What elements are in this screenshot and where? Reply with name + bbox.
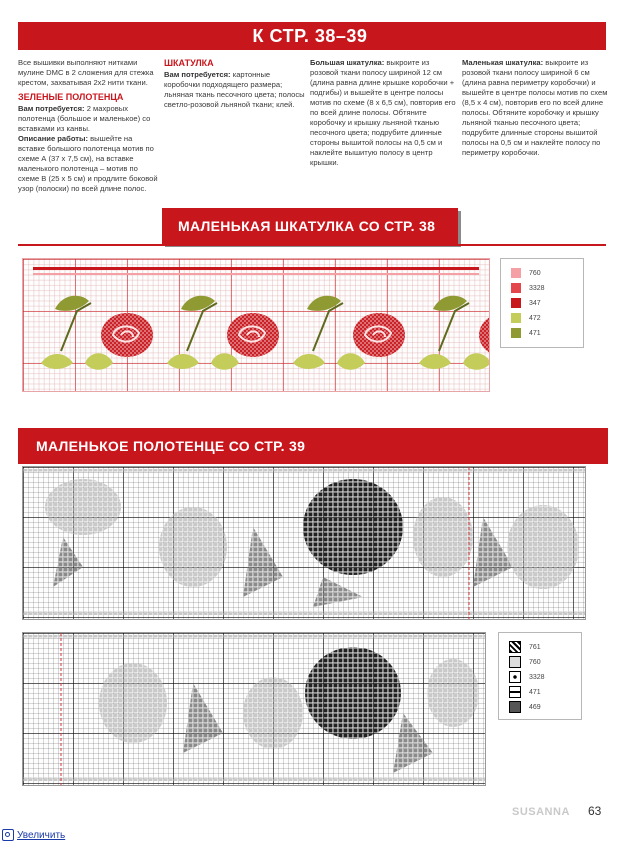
intro-text: Все вышивки выполняют нитками мулине DMC в 2 сложения для стежка крестом, захватывая 2х2 нити ткани. [18,58,154,87]
legend-swatch [511,313,521,323]
legend-code: 347 [529,299,541,307]
legend-row [509,701,541,713]
legend-code: 760 [529,269,541,277]
legend-swatch [509,686,521,698]
legend-row [511,267,541,279]
towel-chart-top-motif [23,467,585,619]
legend-row [509,641,541,653]
legend-swatch [511,298,521,308]
box-chart [22,258,490,392]
legend-code: 760 [529,658,541,666]
towel-chart-bottom-motif [23,633,485,785]
legend-swatch [509,641,521,653]
box-heading: ШКАТУЛКА [164,58,214,68]
text-column-3 [310,58,458,168]
legend-code: 3328 [529,673,545,681]
zoom-link-row[interactable] [2,829,65,841]
magnifier-icon[interactable] [2,829,14,841]
small-box-text: Маленькая шкатулка: выкроите из розовой ткани полосу шириной 6 см (длина равна периметру коробочки) и вышейте в центре полосы мотив по схем (8,5 х 4 см), повторив его по всей длине полосы. Обтяните коробочку и крышку льняной тканью песочного цвета; подрубите длинные стороны вышитой полосы на 0,5 см и наклейте полосу по периметру коробочки. [462,58,608,157]
legend-swatch [509,701,521,713]
towels-need: Вам потребуется: 2 махровых полотенца (большое и маленькое) со вставками из канвы. [18,104,151,133]
legend-row [509,671,545,683]
legend-swatch [511,283,521,293]
towel-chart-top [22,466,586,620]
legend-code: 761 [529,643,541,651]
legend-swatch [511,268,521,278]
big-box-text: Большая шкатулка: выкроите из розовой ткани полосу шириной 12 см (длина равна длине крышке коробочки + подгибы) и вышейте в центре полосы мотив по схеме (8 х 6,5 см), повторив его по всей длине полосы. Обтяните коробочку и крышку льняной тканью песочного цвета; подрубите длинные стороны вышитой полосы на 0,5 см и наклейте вышитую полосу в центр крышки. [310,58,456,167]
zoom-link[interactable]: Увеличить [17,829,66,841]
legend-row [511,312,541,324]
legend-row [511,327,541,339]
page-number: 63 [588,804,602,818]
towel-chart-bottom [22,632,486,786]
magazine-logo: SUSANNA [512,806,570,818]
legend-code: 472 [529,314,541,322]
legend-code: 471 [529,329,541,337]
legend-swatch [511,328,521,338]
legend-row [509,656,541,668]
legend-swatch [509,671,521,683]
legend-swatch [509,656,521,668]
box-chart-motif [23,259,489,391]
legend-row [511,282,545,294]
text-column-4 [462,58,608,158]
section2-title: МАЛЕНЬКОЕ ПОЛОТЕНЦЕ СО СТР. 39 [36,438,306,454]
text-column-2 [164,58,306,110]
instructions-text [18,58,608,193]
legend-row [511,297,541,309]
towels-heading: ЗЕЛЕНЫЕ ПОЛОТЕНЦА [18,92,124,102]
page-title: К СТР. 38–39 [252,26,368,46]
box-need: Вам потребуется: картонные коробочки подходящего размера; льняная ткань песочного цвета; полосы светло-розовой льняной ткани; клей. [164,70,305,109]
legend-code: 3328 [529,284,545,292]
legend-code: 469 [529,703,541,711]
section1-title: МАЛЕНЬКАЯ ШКАТУЛКА СО СТР. 38 [178,218,436,234]
towels-desc: Описание работы: вышейте на вставке большого полотенца мотив по схеме А (37 х 7,5 см), на вставке маленького полотенца – мотив по схеме В (25 х 5 см) и продлите боковой узор (полоски) по всей длине полос. [18,134,158,193]
box-chart-legend [500,258,584,348]
legend-code: 471 [529,688,541,696]
section1-rule [18,244,606,246]
legend-row [509,686,541,698]
text-column-1 [18,58,160,194]
towel-chart-legend [498,632,582,720]
